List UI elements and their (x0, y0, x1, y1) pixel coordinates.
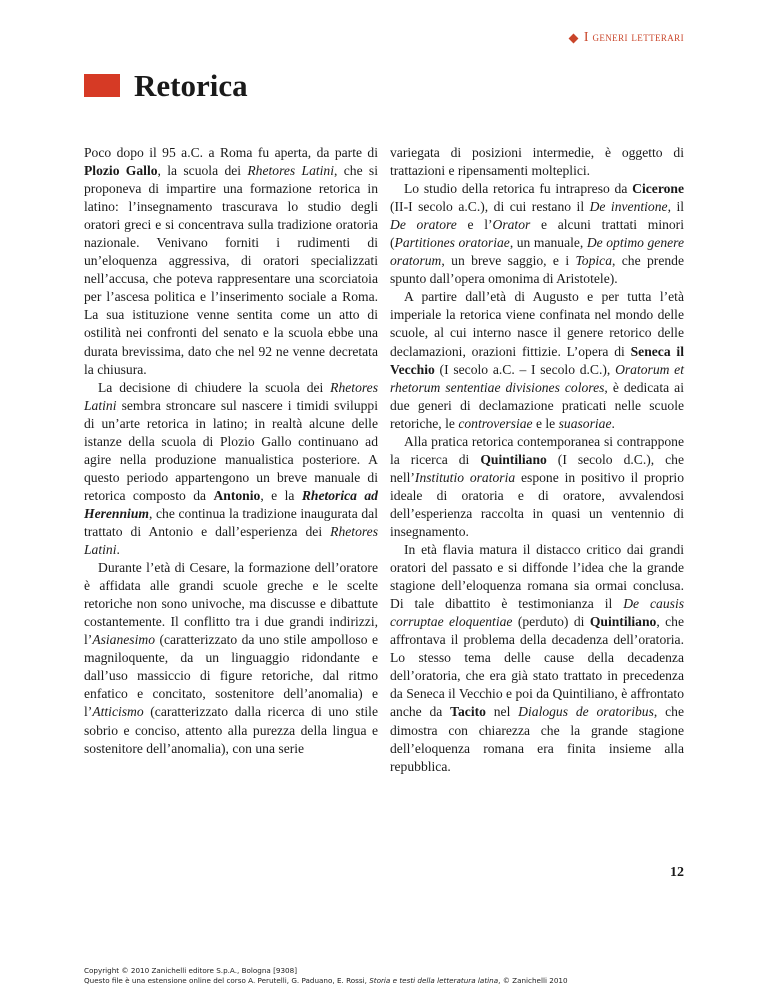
bold-run: Antonio (213, 487, 261, 503)
text-run: (caratterizzato dalla ricerca di uno stile sobrio e conciso, attento alla purezza della lingua e sostenitore dell’anomalia), con una serie (84, 704, 378, 756)
italic-run: Dialogus de oratoribus (518, 704, 654, 720)
text-run: , un breve saggio, e i (441, 253, 576, 269)
section-label (584, 30, 684, 46)
bold-run: Plozio Gallo (84, 163, 158, 179)
text-run: . (116, 542, 120, 558)
right-column (390, 144, 684, 776)
page-title: Retorica (134, 68, 248, 103)
text-run: Questo file è una estensione online del corso A. Perutelli, G. Paduano, E. Rossi, (84, 975, 370, 985)
text-run: In età flavia matura il distacco critico dai grandi oratori del passato e si diffonde l’idea che la grande stagione dell’eloquenza romana sia ormai conclusa. Di tale dibattito è testimonianza il (390, 542, 684, 612)
italic-run: Rhetores Latini (84, 523, 378, 558)
text-run: La decisione di chiudere la scuola dei (98, 379, 331, 395)
italic-run: Storia e testi della letteratura latina (369, 975, 499, 985)
text-run: nel (485, 704, 519, 720)
text-run: , © Zanichelli 2010 (498, 975, 568, 985)
text-run: . (611, 415, 615, 431)
diamond-bullet-icon (568, 33, 578, 43)
text-run: e le (532, 415, 559, 431)
paragraph (390, 144, 684, 180)
running-head (570, 30, 684, 46)
paragraph (390, 433, 684, 541)
text-run: , che prende spunto dall’opera omonima di Aristotele). (390, 253, 684, 287)
italic-run: De inventione (589, 199, 668, 215)
italic-run: controversiae (458, 415, 533, 431)
bold-run: Seneca il Vecchio (390, 343, 684, 377)
text-run: espone in positivo il proprio ideale di oratoria e di oratore, avvalendosi dell’esperienza raccolta in quasi un ventennio di insegnamento. (390, 469, 685, 539)
paragraph (84, 379, 378, 559)
text-run: , il (667, 199, 685, 215)
italic-run: Atticismo (92, 704, 144, 720)
text-run: e l’ (456, 217, 493, 233)
text-run: , che continua la tradizione inaugurata dal trattato di Antonio e dall’esperienza dei (84, 505, 378, 539)
text-run: , è dedicata ai due generi di declamazione praticati nelle scuole retoriche, le (390, 379, 684, 431)
text-run: A partire dall’età di Augusto e per tutta l’età imperiale la retorica viene confinata nel mondo delle scuole, al cui interno nasce il genere retorico delle declamazioni, orazioni fittizie. L’opera di (390, 289, 684, 359)
text-run: , che affrontava il problema della decadenza dell’oratoria. Lo stesso tema delle cause della decadenza dell’oratoria, che era già stato trattato in precedenza da Seneca il Vecchio e poi da Quintiliano, è affrontato anche da (390, 614, 684, 720)
italic-run: De optimo genere oratorum (390, 235, 684, 269)
italic-run: De causis corruptae eloquentiae (390, 596, 685, 630)
italic-run: Orator (492, 217, 531, 233)
italic-run: suasoriae (558, 415, 612, 431)
paragraph (84, 144, 378, 379)
text-run: (perduto) di (512, 614, 590, 630)
text-run: , un manuale, (509, 235, 587, 251)
text-run: Durante l’età di Cesare, la formazione dell’oratore è affidata alle grandi scuole greche e le scelte retoriche non sono univoche, ma discusse e dibattute costantemente. Il conflitto tra i due grandi indirizzi, l’ (84, 560, 378, 648)
text-run: , che si proponeva di impartire una formazione retorica in latino: l’insegnamento trascurava lo studio degli oratori greci e si concentrava sulla tradizione oratoria nazionale. Venivano forniti i rudimenti di un’eloquenza aggressiva, di oratori specializzati nell’accusa, che poteva rappresentare una scorciatoia per l’ascesa politica e l’inserimento sociale a Roma. La sua istituzione venne sentita come un atto di ostilità nei confronti del senato e la scuola ebbe una durata brevissima, dato che nel 92 ne venne decretata la chiusura. (84, 163, 378, 377)
text-run: , la scuola dei (157, 163, 248, 179)
paragraph (390, 541, 684, 776)
text-run: e alcuni trattati minori ( (390, 217, 684, 251)
left-column (84, 144, 378, 758)
paragraph (390, 288, 684, 432)
italic-run: Institutio oratoria (414, 469, 516, 485)
course-line (84, 976, 568, 986)
paragraph (390, 180, 684, 288)
bold-run: Tacito (450, 704, 486, 720)
italic-run: Rhetores Latini (84, 379, 378, 413)
text-run: variegata di posizioni intermedie, è oggetto di trattazioni e ripensamenti molteplici. (390, 145, 684, 179)
title-color-block (84, 74, 120, 97)
section-label-rest: generi letterari (588, 30, 684, 44)
text-run: Poco dopo il 95 a.C. a Roma fu aperta, da parte di (84, 145, 378, 160)
text-run: Lo studio della retorica fu intrapreso da (404, 181, 633, 197)
italic-run: Topica (575, 253, 612, 269)
page-number: 12 (670, 865, 684, 880)
section-label-initial: I (583, 30, 589, 45)
copyright-line: Copyright © 2010 Zanichelli editore S.p.A., Bologna [9308] (84, 966, 298, 975)
title-row (84, 70, 248, 101)
bold-italic-run: Rhetorica ad Herennium (84, 487, 378, 521)
bold-run: Cicerone (632, 181, 684, 197)
text-run: , che dimostra con chiarezza che la grande stagione dell’eloquenza romana era finita insieme alla repubblica. (390, 704, 684, 774)
text-run: Alla pratica retorica contemporanea si contrappone la ricerca di (390, 433, 684, 467)
italic-run: Rhetores Latini (247, 163, 335, 179)
paragraph (84, 559, 378, 758)
italic-run: De oratore (390, 217, 457, 233)
text-run: (II-I secolo a.C.), di cui restano il (390, 199, 590, 215)
bold-run: Quintiliano (589, 614, 657, 630)
italic-run: Oratorum et rhetorum sententiae divisiones colores (390, 361, 684, 395)
text-run: , e la (260, 487, 302, 503)
bold-run: Quintiliano (480, 451, 547, 467)
footer (84, 966, 568, 985)
italic-run: Partitiones oratoriae (394, 235, 510, 251)
text-run: (I secolo a.C. – I secolo d.C.), (434, 361, 616, 377)
italic-run: Asianesimo (92, 632, 155, 648)
text-run: (caratterizzato da uno stile ampolloso e magniloquente, da un linguaggio ridondante e dall’uso massiccio di figure retoriche, dal ritmo enfatico e concitato, sostenitore dell’anomalia) e l’ (84, 632, 378, 720)
text-run: (I secolo d.C.), che nell’ (390, 451, 685, 485)
text-run: sembra stroncare sul nascere i timidi sviluppi di un’arte retorica in latino; in realtà alcune delle istanze della scuola di Plozio Gallo continuano ad agire nella produzione manualistica posteriore. A questo periodo appartengono un breve manuale di retorica composto da (84, 397, 378, 503)
